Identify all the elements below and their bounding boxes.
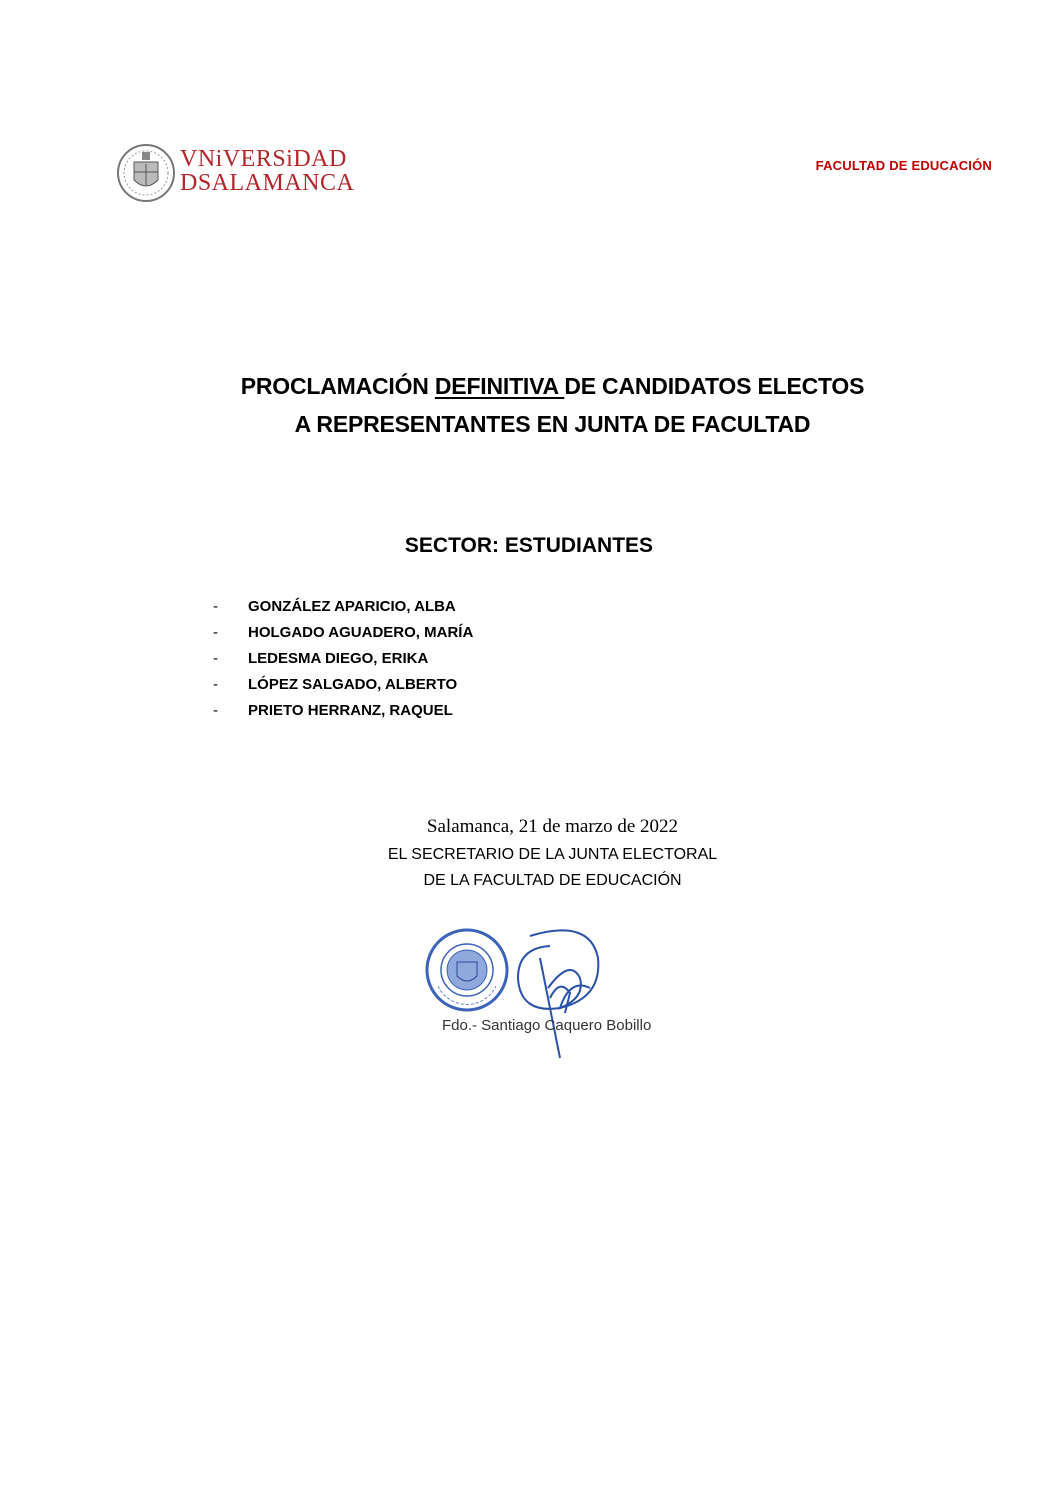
document-title-line1 — [0, 373, 1058, 400]
title-suffix: DE CANDIDATOS ELECTOS — [564, 373, 865, 399]
candidate-name: LÓPEZ SALGADO, ALBERTO — [248, 676, 458, 693]
document-title-line2: A REPRESENTANTES EN JUNTA DE FACULTAD — [294, 411, 811, 437]
university-logo — [116, 140, 355, 206]
place-date: Salamanca, 21 de marzo de 2022 — [426, 816, 679, 837]
candidate-name: HOLGADO AGUADERO, MARÍA — [248, 624, 474, 641]
candidate-name: LEDESMA DIEGO, ERIKA — [248, 650, 429, 667]
list-marker: - — [213, 624, 218, 641]
logo-text-line1: VNiVERSiDAD — [180, 146, 347, 172]
list-marker: - — [213, 676, 218, 693]
title-underlined: DEFINITIVA — [434, 373, 565, 399]
signatory-role-line1: EL SECRETARIO DE LA JUNTA ELECTORAL — [387, 846, 718, 863]
title-prefix: PROCLAMACIÓN — [240, 373, 435, 399]
candidate-name: GONZÁLEZ APARICIO, ALBA — [248, 598, 456, 615]
logo-text-line2: DSALAMANCA — [180, 170, 355, 196]
handwritten-signature-icon — [518, 930, 598, 1058]
faculty-header: FACULTAD DE EDUCACIÓN — [815, 158, 992, 173]
signed-by: Fdo.- Santiago Caquero Bobillo — [442, 1017, 652, 1034]
list-marker: - — [213, 650, 218, 667]
signatory-role-line2: DE LA FACULTAD DE EDUCACIÓN — [423, 872, 682, 889]
official-stamp-and-signature — [420, 918, 620, 1063]
university-seal-icon — [116, 140, 176, 206]
sector-heading: SECTOR: ESTUDIANTES — [404, 534, 654, 557]
list-marker: - — [213, 598, 218, 615]
list-marker: - — [213, 702, 218, 719]
candidate-name: PRIETO HERRANZ, RAQUEL — [248, 702, 453, 719]
stamp-icon — [427, 930, 507, 1010]
